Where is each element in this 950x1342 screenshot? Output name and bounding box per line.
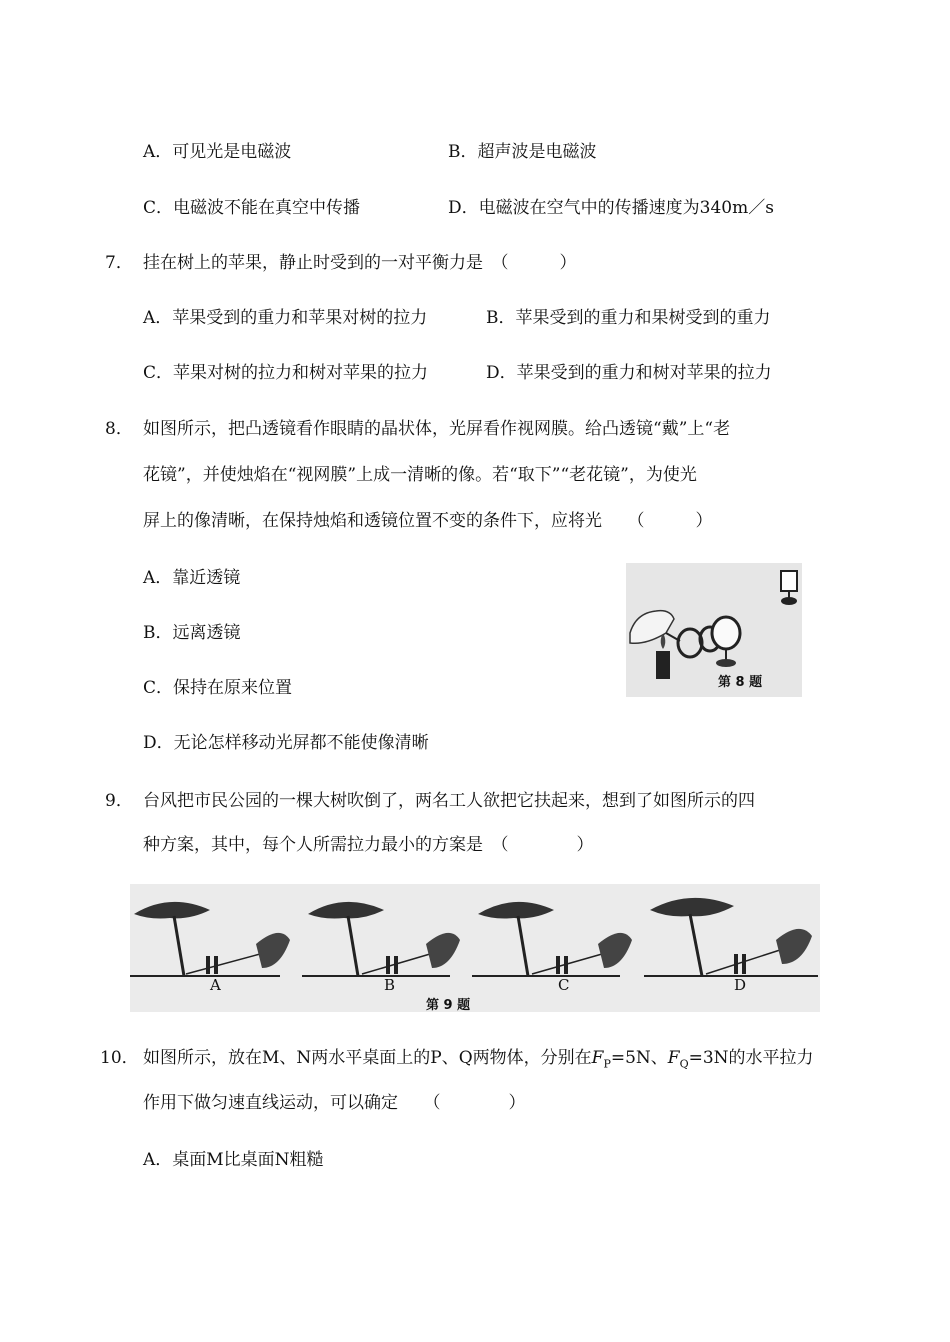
q10-force-p-symbol: F xyxy=(591,1048,604,1068)
q9-number: 9． xyxy=(105,791,133,811)
q9-figure xyxy=(130,884,820,1012)
q7-option-c: C．苹果对树的拉力和树对苹果的拉力 xyxy=(143,363,429,383)
q9-figure-caption: 第 9 题 xyxy=(426,998,471,1013)
q8-option-b: B．远离透镜 xyxy=(143,623,241,643)
q9-label-d: D xyxy=(734,976,747,994)
q7-option-a: A．苹果受到的重力和苹果对树的拉力 xyxy=(143,308,428,328)
q10-stem-line2: 作用下做匀速直线运动，可以确定 （ ） xyxy=(143,1093,526,1113)
q8-figure xyxy=(626,563,802,697)
q10-force-q-subscript: Q xyxy=(679,1057,689,1071)
q6-option-c: C．电磁波不能在真空中传播 xyxy=(143,198,361,218)
q6-option-d: D．电磁波在空气中的传播速度为340m／s xyxy=(448,198,774,218)
q9-label-a: A xyxy=(210,976,221,994)
q8-stem-line1: 如图所示，把凸透镜看作眼睛的晶状体，光屏看作视网膜。给凸透镜“戴”上“老 xyxy=(143,419,731,439)
q8-stem-line3: 屏上的像清晰，在保持烛焰和透镜位置不变的条件下，应将光 （ ） xyxy=(143,511,713,531)
q9-figure-drawing xyxy=(130,884,820,1012)
q9-label-c: C xyxy=(558,976,570,994)
q8-stem-line2: 花镜”，并使烛焰在“视网膜”上成一清晰的像。若“取下”“老花镜”，为使光 xyxy=(143,465,697,485)
q8-number: 8． xyxy=(105,419,133,439)
q10-force-q-symbol: F xyxy=(667,1048,680,1068)
q10-force-q-value: =3N的水平拉力 xyxy=(688,1048,814,1068)
q8-option-c: C．保持在原来位置 xyxy=(143,678,293,698)
q7-option-d: D．苹果受到的重力和树对苹果的拉力 xyxy=(486,363,772,383)
q10-force-p-value: =5N、 xyxy=(610,1048,668,1068)
q7-stem: 挂在树上的苹果，静止时受到的一对平衡力是 （ ） xyxy=(143,253,577,273)
q10-stem-line1 xyxy=(143,1046,814,1076)
q9-stem-line2: 种方案，其中，每个人所需拉力最小的方案是 （ ） xyxy=(143,835,594,855)
q10-force-p-subscript: P xyxy=(603,1057,611,1071)
q10-stem-line1-text: 如图所示，放在M、N两水平桌面上的P、Q两物体，分别在 xyxy=(143,1048,592,1068)
q10-number: 10． xyxy=(100,1048,139,1068)
q6-option-a: A．可见光是电磁波 xyxy=(143,142,292,162)
q8-option-a: A．靠近透镜 xyxy=(143,568,241,588)
q8-figure-caption: 第 8 题 xyxy=(718,675,763,690)
q10-option-a: A．桌面M比桌面N粗糙 xyxy=(143,1150,324,1170)
q8-figure-drawing xyxy=(626,563,802,697)
q9-label-b: B xyxy=(384,976,396,994)
q6-option-b: B．超声波是电磁波 xyxy=(448,142,597,162)
q9-stem-line1: 台风把市民公园的一棵大树吹倒了，两名工人欲把它扶起来，想到了如图所示的四 xyxy=(143,791,755,811)
q7-number: 7． xyxy=(105,253,133,273)
q7-option-b: B．苹果受到的重力和果树受到的重力 xyxy=(486,308,771,328)
q8-option-d: D．无论怎样移动光屏都不能使像清晰 xyxy=(143,733,429,753)
